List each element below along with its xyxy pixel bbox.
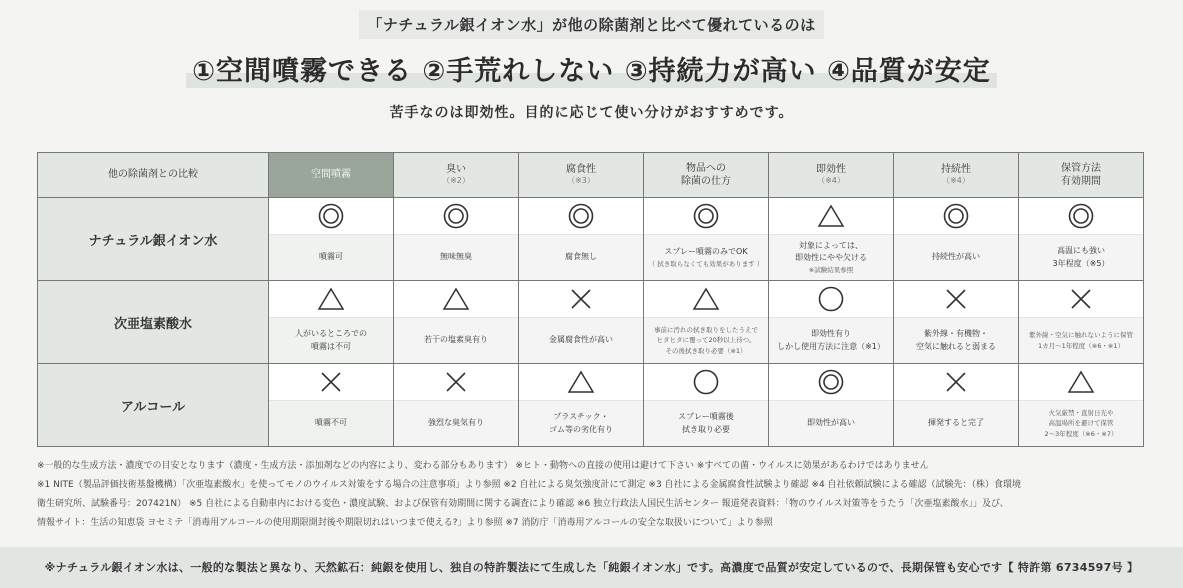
circle-icon (769, 281, 893, 318)
cell-text (769, 401, 893, 446)
cell-main-text: スプレー噴霧後 拭き取り必要 (678, 411, 734, 434)
table-corner-label: 他の除菌剤との比較 (38, 153, 269, 198)
cell-main-text: 人がいるところでの 噴霧は不可 (295, 328, 367, 351)
cell-text (769, 318, 893, 363)
headline-sub: 苦手なのは即効性。目的に応じて使い分けがおすすめです。 (389, 105, 794, 121)
cell-text (269, 401, 393, 446)
column-header-label: 持続性 (941, 163, 971, 175)
cell-text (269, 235, 393, 280)
column-header-label: 腐食性 (566, 163, 596, 175)
column-header-1 (394, 153, 519, 198)
column-header-label: 臭い (446, 163, 466, 175)
cell-text (394, 401, 518, 446)
table-cell (644, 198, 769, 281)
table-cell (1019, 364, 1144, 447)
triangle-icon (1019, 364, 1143, 401)
cell-text (519, 235, 643, 280)
table-header-row (38, 153, 1144, 198)
cross-icon (269, 364, 393, 401)
triangle-icon (519, 364, 643, 401)
table-row (38, 281, 1144, 364)
table-cell (894, 281, 1019, 364)
cross-icon (894, 281, 1018, 318)
cell-main-text: 若干の塩素臭有り (424, 335, 488, 345)
column-header-5 (894, 153, 1019, 198)
double-circle-icon (519, 198, 643, 235)
table-row (38, 364, 1144, 447)
cell-main-text: 即効性が高い (807, 418, 855, 428)
footnote-line: ※1 NITE（製品評価技術基盤機構）「次亜塩素酸水」を使ってモノのウイルス対策をする場合の注意事項」より参照 ※2 自社による臭気強度計にて測定 ※3 自社による金属腐食性試験より確認 ※4 自社依頼試験による確認（試験先：（株）食環境 (37, 480, 1022, 490)
cell-main-text: 噴霧可 (319, 252, 343, 262)
cell-text (1019, 318, 1143, 363)
cell-main-text: 高温にも強い 3年程度（※5） (1052, 245, 1110, 268)
cell-text (269, 318, 393, 363)
cell-text (394, 235, 518, 280)
row-label: アルコール (38, 364, 269, 447)
cell-text (519, 401, 643, 446)
cell-small-text: 紫外線・空気に触れないように保管 1カ月〜1年程度（※6・※1） (1029, 331, 1133, 350)
footnote-line: ※一般的な生成方法・濃度での目安となります（濃度・生成方法・添加剤などの内容により、変わる部分もあります） ※ヒト・動物への直接の使用は避けて下さい ※すべての菌・ウイルスに効果があるわけではありません (37, 461, 929, 471)
comparison-table (37, 152, 1144, 447)
cell-text (644, 401, 768, 446)
cell-main-text: 強烈な臭気有り (428, 418, 484, 428)
table-cell (894, 364, 1019, 447)
cell-text (644, 318, 768, 363)
column-header-2 (519, 153, 644, 198)
cell-main-text: 持続性が高い (932, 252, 980, 262)
column-header-4 (769, 153, 894, 198)
table-row (38, 198, 1144, 281)
table-cell (519, 364, 644, 447)
table-cell (269, 198, 394, 281)
table-cell (644, 281, 769, 364)
cell-main-text: 即効性有り しかし使用方法に注意（※1） (777, 328, 885, 351)
column-header-label: 即効性 (816, 163, 846, 175)
double-circle-icon (269, 198, 393, 235)
column-header-label: 物品への 除菌の仕方 (681, 162, 731, 187)
table-cell (1019, 198, 1144, 281)
headline-lead: 「ナチュラル銀イオン水」が他の除菌剤と比べて優れているのは (359, 10, 823, 39)
triangle-icon (644, 281, 768, 318)
cell-main-text: 揮発すると完了 (928, 418, 984, 428)
patent-footer: ※ナチュラル銀イオン水は、一般的な製法と異なり、天然鉱石：純銀を使用し、独自の特許製法にて生成した「純銀イオン水」です。高濃度で品質が安定しているので、長期保管も安心です【 特許第 6734597号 】 (0, 547, 1183, 588)
cell-main-text: 紫外線・有機物・ 空気に触れると弱まる (916, 328, 996, 351)
cell-main-text: 無味無臭 (440, 252, 472, 262)
table-cell (394, 281, 519, 364)
cell-text (769, 235, 893, 280)
table-cell (769, 198, 894, 281)
table-cell (269, 364, 394, 447)
table-cell (644, 364, 769, 447)
double-circle-icon (894, 198, 1018, 235)
cross-icon (519, 281, 643, 318)
table-cell (894, 198, 1019, 281)
table-cell (394, 198, 519, 281)
column-header-note: （※4） (817, 176, 845, 186)
footnotes (37, 457, 1147, 533)
column-header-label: 空間噴霧 (311, 169, 351, 181)
footnote-line: 衛生研究所、試験番号：207421N） ※5 自社による自動車内における変色・濃度試験、および保管有効期間に関する調査により確認 ※6 独立行政法人国民生活センター 報道発表資料：「物のウイルス対策等をうたう「次亜塩素酸水」」及び、 (37, 499, 1009, 509)
cell-text (1019, 235, 1143, 280)
column-header-note: （※2） (442, 176, 470, 186)
cell-small-text: （ 拭き取らなくても効果があります ） (648, 259, 764, 268)
column-header-3 (644, 153, 769, 198)
column-header-6 (1019, 153, 1144, 198)
table-cell (769, 281, 894, 364)
cross-icon (394, 364, 518, 401)
column-header-note: （※4） (942, 176, 970, 186)
cell-text (644, 235, 768, 280)
double-circle-icon (1019, 198, 1143, 235)
cell-text (519, 318, 643, 363)
double-circle-icon (769, 364, 893, 401)
table-cell (519, 198, 644, 281)
cell-text (894, 235, 1018, 280)
cell-main-text: 対象によっては、 即効性にやや欠ける (795, 240, 867, 263)
table-cell (769, 364, 894, 447)
table-body (38, 198, 1144, 447)
double-circle-icon (644, 198, 768, 235)
row-label: ナチュラル銀イオン水 (38, 198, 269, 281)
cell-main-text: スプレー噴霧のみでOK (664, 246, 748, 256)
table-cell (394, 364, 519, 447)
circle-icon (644, 364, 768, 401)
double-circle-icon (394, 198, 518, 235)
headline-main: ①空間噴霧できる ②手荒れしない ③持続力が高い ④品質が安定 (186, 49, 997, 88)
column-header-0 (269, 153, 394, 198)
row-label: 次亜塩素酸水 (38, 281, 269, 364)
table-cell (1019, 281, 1144, 364)
cell-text (894, 318, 1018, 363)
cross-icon (1019, 281, 1143, 318)
cell-text (394, 318, 518, 363)
headline (0, 10, 1183, 122)
triangle-icon (394, 281, 518, 318)
cross-icon (894, 364, 1018, 401)
cell-main-text: 金属腐食性が高い (549, 335, 613, 345)
table-cell (519, 281, 644, 364)
cell-main-text: 腐食無し (565, 252, 597, 262)
cell-small-text: ※試験結果参照 (808, 266, 854, 275)
cell-main-text: プラスチック・ ゴム等の劣化有り (549, 411, 613, 434)
column-header-note: （※3） (567, 176, 595, 186)
cell-text (894, 401, 1018, 446)
footnote-line: 情報サイト：生活の知恵袋 ヨセミテ「消毒用アルコールの使用期限開封後や期限切れはいつまで使える?」より参照 ※7 消防庁「消毒用アルコールの安全な取扱いについて」より参照 (37, 518, 773, 528)
cell-text (1019, 401, 1143, 446)
cell-small-text: 火気厳禁・直射日光や 高温場所を避けて保管 2〜3年程度（※6・※7） (1044, 408, 1118, 438)
cell-small-text: 事前に汚れの拭き取りをしたうえで ヒタヒタに覆って20秒以上待つ。 その後拭き取り必要（※1） (654, 325, 758, 355)
triangle-icon (769, 198, 893, 235)
cell-main-text: 噴霧不可 (315, 418, 347, 428)
table-cell (269, 281, 394, 364)
column-header-label: 保管方法 有効期間 (1061, 162, 1101, 187)
triangle-icon (269, 281, 393, 318)
